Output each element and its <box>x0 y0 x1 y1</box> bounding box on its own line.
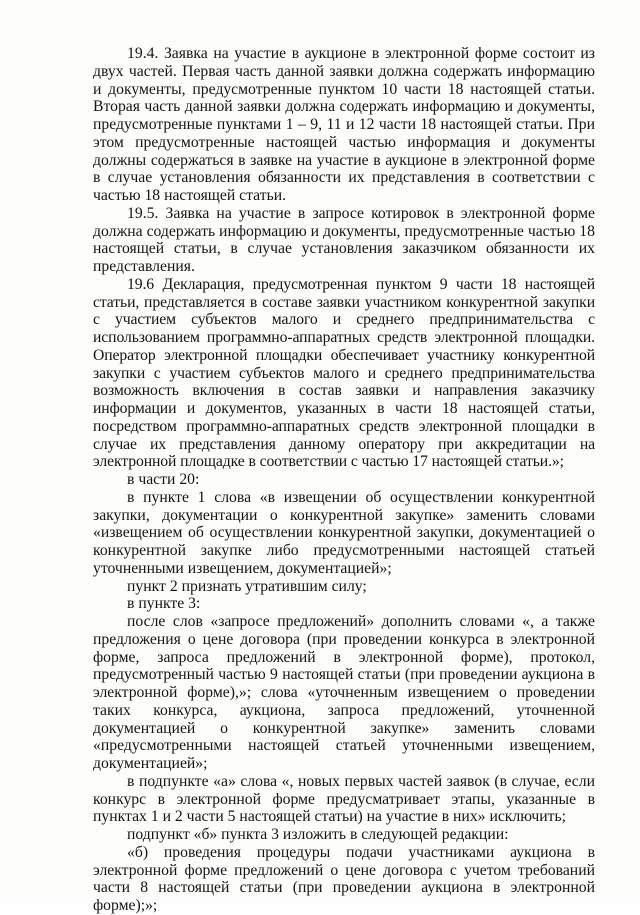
paragraph-point-3: в пункте 3: <box>127 595 201 613</box>
paragraph-subpoint-b-text: «б) проведения процедуры подачи участниками аукциона в электронной форме предложений о цене договора с учетом требований части 8 настоящей статьи (при проведении аукциона в электронной форме);»; <box>93 843 595 914</box>
paragraph-after-words: после слов «запросе предложений» дополнить словами «, а также предложения о цене договора (при проведении конкурса в электронной форме, запроса предложений в электронной форме), протокол, предусмотренный частью 9 настоящей статьи (при проведении аукциона в электронной форме),»; слова «уточненным извещением о проведении таких конкурса, аукциона, запроса предложений, уточненной документацией о конкурентной закупке» заменить словами «предусмотренными настоящей статьей уточненными извещением, документацией»; <box>93 613 595 772</box>
paragraph-subpoint-a: в подпункте «а» слова «, новых первых частей заявок (в случае, если конкурс в электронной форме предусматривает этапы, указанные в пунктах 1 и 2 части 5 настоящей статьи) на участие в них» исключить; <box>93 772 595 826</box>
paragraph-19-4: 19.4. Заявка на участие в аукционе в электронной форме состоит из двух частей. Первая часть данной заявки должна содержать информацию и документы, предусмотренные пунктом 10 части 18 настоящей статьи. Вторая часть данной заявки должна содержать информацию и документы, предусмотренные пунктами 1 – 9, 11 и 12 части 18 настоящей статьи. При этом предусмотренные настоящей частью информация и документы должны содержаться в заявке на участие в аукционе в электронной форме в случае установления обязанности их представления в соответствии с частью 18 настоящей статьи. <box>93 45 595 204</box>
paragraph-point-2: пункт 2 признать утратившим силу; <box>127 577 367 595</box>
paragraph-19-6: 19.6 Декларация, предусмотренная пунктом 9 части 18 настоящей статьи, представляется в составе заявки участником конкурентной закупки с участием субъектов малого и среднего предпринимательства с использованием программно-аппаратных средств электронной площадки. Оператор электронной площадки обеспечивает участнику конкурентной закупки с участием субъектов малого и среднего предпринимательства возможность включения в состав заявки и направления заказчику информации и документов, указанных в части 18 настоящей статьи, посредством программно-аппаратных средств электронной площадки в случае их представления данному оператору при аккредитации на электронной площадке в соответствии с частью 17 настоящей статьи.»; <box>93 275 595 471</box>
document-body <box>93 45 595 915</box>
paragraph-19-5: 19.5. Заявка на участие в запросе котировок в электронной форме должна содержать информацию и документы, предусмотренные частью 18 настоящей статьи, в случае установления заказчиком обязанности их представления. <box>93 204 595 275</box>
paragraph-part-20: в части 20: <box>127 471 200 488</box>
paragraph-point-1: в пункте 1 слова «в извещении об осуществлении конкурентной закупки, документации о конкурентной закупке» заменить словами «извещением об осуществлении конкурентной закупки, документацией о конкурентной закупке либо предусмотренными настоящей статьей уточненными извещением, документацией»; <box>93 488 595 577</box>
paragraph-subpoint-b-intro: подпункт «б» пункта 3 изложить в следующей редакции: <box>127 826 509 843</box>
